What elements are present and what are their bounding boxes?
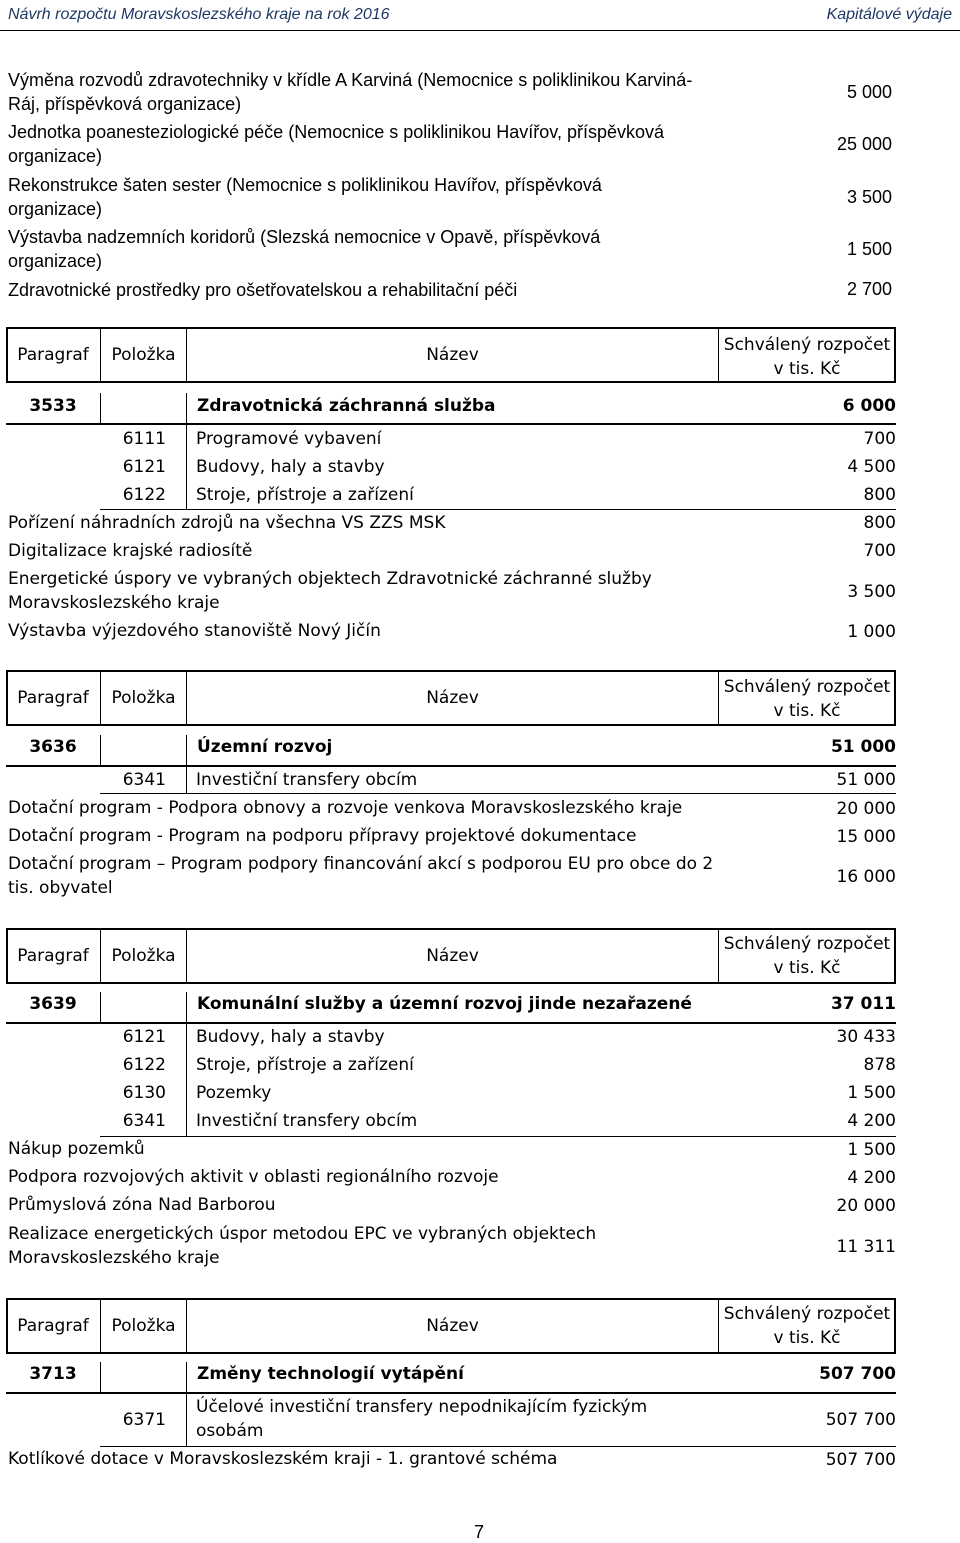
document-title: Návrh rozpočtu Moravskoslezského kraje na rok 2016 <box>8 6 390 23</box>
col-rozpocet: Schválený rozpočet <box>723 677 891 697</box>
item-value: 507 700 <box>825 1410 896 1430</box>
section-title: Komunální služby a územní rozvoj jinde nezařazené <box>197 994 692 1014</box>
intro-item: Jednotka poanesteziologické péče (Nemocnice s poliklinikou Havířov, příspěvková organizace) <box>8 122 665 166</box>
intro-item: Rekonstrukce šaten sester (Nemocnice s poliklinikou Havířov, příspěvková organizace) <box>8 175 602 219</box>
col-rozpocet-unit: v tis. Kč <box>773 1328 841 1348</box>
col-paragraf: Paragraf <box>17 688 89 708</box>
action-name: Kotlíkové dotace v Moravskoslezském kraji - 1. grantové schéma <box>8 1449 558 1469</box>
section-total: 51 000 <box>830 737 896 757</box>
action-value: 1 000 <box>847 622 896 642</box>
item-name: Investiční transfery obcím <box>196 770 418 790</box>
col-nazev: Název <box>426 345 479 365</box>
action-value: 11 311 <box>836 1237 896 1257</box>
page-number: 7 <box>474 1522 485 1542</box>
col-rozpocet: Schválený rozpočet <box>723 1304 891 1324</box>
col-polozka: Položka <box>111 345 176 365</box>
intro-item: Výstavba nadzemních koridorů (Slezská nemocnice v Opavě, příspěvková organizace) <box>8 227 601 271</box>
section-title: Územní rozvoj <box>197 737 333 757</box>
action-name: Digitalizace krajské radiosítě <box>8 541 253 561</box>
item-name: Budovy, haly a stavby <box>196 457 385 477</box>
item-name: Pozemky <box>196 1083 272 1103</box>
header-rule <box>0 30 960 31</box>
item-code: 6122 <box>122 485 166 505</box>
col-nazev: Název <box>426 946 479 966</box>
item-code: 6341 <box>122 770 166 790</box>
action-name: Pořízení náhradních zdrojů na všechna VS ZZS MSK <box>8 513 446 533</box>
action-name: Průmyslová zóna Nad Barborou <box>8 1195 276 1215</box>
intro-value: 5 000 <box>846 82 892 102</box>
section-title: Změny technologií vytápění <box>197 1364 464 1384</box>
section-total: 6 000 <box>842 396 896 416</box>
item-code: 6371 <box>122 1410 166 1430</box>
action-value: 16 000 <box>836 867 896 887</box>
chapter-title: Kapitálové výdaje <box>826 6 952 23</box>
action-name: Dotační program - Podpora obnovy a rozvoje venkova Moravskoslezského kraje <box>8 798 683 818</box>
paragraf-code: 3636 <box>29 737 77 757</box>
intro-value: 2 700 <box>846 279 892 299</box>
col-rozpocet: Schválený rozpočet <box>723 934 891 954</box>
col-polozka: Položka <box>111 946 176 966</box>
section-total: 507 700 <box>819 1364 896 1384</box>
action-name: Podpora rozvojových aktivit v oblasti regionálního rozvoje <box>8 1167 499 1187</box>
col-polozka: Položka <box>111 688 176 708</box>
item-name: Investiční transfery obcím <box>196 1111 418 1131</box>
action-name: Energetické úspory ve vybraných objektech Zdravotnické záchranné služby Moravskoslezského kraje <box>8 569 652 613</box>
col-paragraf: Paragraf <box>17 1316 89 1336</box>
item-code: 6111 <box>122 429 166 449</box>
action-value: 20 000 <box>836 799 896 819</box>
item-name: Stroje, přístroje a zařízení <box>196 485 414 505</box>
item-name: Účelové investiční transfery nepodnikajícím fyzickým osobám <box>196 1397 648 1441</box>
action-value: 700 <box>863 541 896 561</box>
item-code: 6341 <box>122 1111 166 1131</box>
action-name: Výstavba výjezdového stanoviště Nový Jičín <box>8 621 381 641</box>
section-total: 37 011 <box>830 994 896 1014</box>
item-value: 30 433 <box>836 1027 896 1047</box>
col-rozpocet-unit: v tis. Kč <box>773 958 841 978</box>
action-value: 507 700 <box>825 1450 896 1470</box>
action-name: Realizace energetických úspor metodou EPC ve vybraných objektech Moravskoslezského kraje <box>8 1224 597 1268</box>
intro-value: 1 500 <box>846 239 892 259</box>
paragraf-code: 3533 <box>29 396 77 416</box>
col-paragraf: Paragraf <box>17 946 89 966</box>
item-value: 1 500 <box>847 1083 896 1103</box>
section-title: Zdravotnická záchranná služba <box>197 396 496 416</box>
item-value: 800 <box>863 485 896 505</box>
col-nazev: Název <box>426 1316 479 1336</box>
item-code: 6130 <box>122 1083 166 1103</box>
col-rozpocet-unit: v tis. Kč <box>773 701 841 721</box>
item-code: 6121 <box>122 1027 166 1047</box>
intro-value: 25 000 <box>836 134 892 154</box>
paragraf-code: 3713 <box>29 1364 77 1384</box>
action-value: 3 500 <box>847 582 896 602</box>
item-name: Programové vybavení <box>196 429 382 449</box>
item-code: 6122 <box>122 1055 166 1075</box>
intro-item: Výměna rozvodů zdravotechniky v křídle A Karviná (Nemocnice s poliklinikou Karviná-Ráj, příspěvková organizace) <box>8 70 693 114</box>
item-name: Stroje, přístroje a zařízení <box>196 1055 414 1075</box>
item-value: 700 <box>863 429 896 449</box>
col-polozka: Položka <box>111 1316 176 1336</box>
intro-value: 3 500 <box>846 187 892 207</box>
action-name: Dotační program – Program podpory financování akcí s podporou EU pro obce do 2 tis. obyvatel <box>8 854 714 898</box>
col-paragraf: Paragraf <box>17 345 89 365</box>
item-name: Budovy, haly a stavby <box>196 1027 385 1047</box>
col-nazev: Název <box>426 688 479 708</box>
action-value: 4 200 <box>847 1168 896 1188</box>
item-value: 51 000 <box>836 770 896 790</box>
action-name: Dotační program - Program na podporu přípravy projektové dokumentace <box>8 826 637 846</box>
item-code: 6121 <box>122 457 166 477</box>
paragraf-code: 3639 <box>29 994 77 1014</box>
intro-item: Zdravotnické prostředky pro ošetřovatelskou a rehabilitační péči <box>8 280 518 300</box>
item-value: 878 <box>863 1055 896 1075</box>
action-value: 15 000 <box>836 827 896 847</box>
action-value: 20 000 <box>836 1196 896 1216</box>
action-name: Nákup pozemků <box>8 1139 145 1159</box>
col-rozpocet: Schválený rozpočet <box>723 335 891 355</box>
item-value: 4 500 <box>847 457 896 477</box>
col-rozpocet-unit: v tis. Kč <box>773 359 841 379</box>
action-value: 800 <box>863 513 896 533</box>
action-value: 1 500 <box>847 1140 896 1160</box>
item-value: 4 200 <box>847 1111 896 1131</box>
